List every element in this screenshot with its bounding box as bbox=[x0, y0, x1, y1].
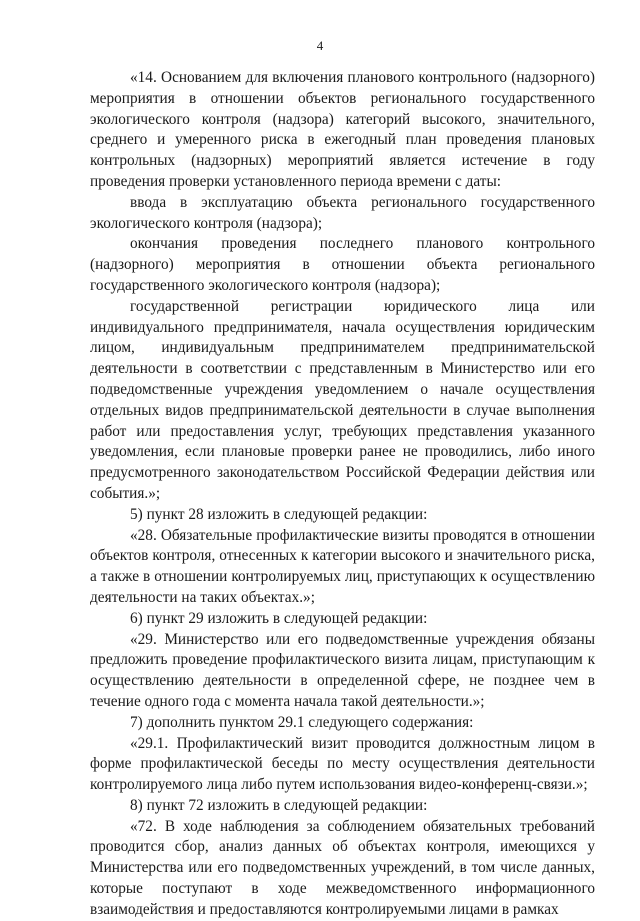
paragraph-amend-29: 6) пункт 29 изложить в следующей редакции: bbox=[130, 609, 428, 627]
paragraph-point-29: «29. Министерство или его подведомственные учреждения обязаны предложить проведение профилактического визита лицам, приступающим к осуществлению деятельности в определенной сфере, не позднее чем в течение одного года с момента начала такой деятельности.»; bbox=[90, 630, 595, 710]
paragraph-state-registration: государственной регистрации юридического лица или индивидуального предпринимателя, начала осуществления юридическим лицом, индивидуальным предпринимателем предпринимательской деятельности в соответствии с представленным в Министерство или его подведомственные учреждения уведомлением о начале осуществления отдельных видов предпринимательской деятельности в случае выполнения работ или предоставления услуг, требующих представления указанного уведомления, если плановые проверки ранее не проводились, либо иного предусмотренного законодательством Российской Федерации действия или события.»; bbox=[90, 297, 595, 502]
paragraph-commissioning: ввода в эксплуатацию объекта регионального государственного экологического контроля (надзора); bbox=[90, 193, 595, 232]
document-body bbox=[90, 68, 595, 921]
paragraph-point-14: «14. Основанием для включения планового контрольного (надзорного) мероприятия в отношении объектов регионального государственного экологического контроля (надзора) категорий высокого, значительного, среднего и умеренного риска в ежегодный план проведения плановых контрольных (надзорных) мероприятий является истечение в году проведения проверки установленного периода времени с даты: bbox=[90, 69, 595, 190]
paragraph-point-29-1: «29.1. Профилактический визит проводится должностным лицом в форме профилактической беседы по месту осуществления деятельности контролируемого лица либо путем использования видео-конференц-связи.»; bbox=[90, 734, 595, 794]
paragraph-amend-72: 8) пункт 72 изложить в следующей редакции: bbox=[130, 796, 428, 814]
paragraph-point-28: «28. Обязательные профилактические визиты проводятся в отношении объектов контроля, отнесенных к категории высокого и значительного риска, а также в отношении контролируемых лиц, приступающих к осуществлению деятельности на таких объектах.»; bbox=[90, 526, 595, 606]
page-number: 4 bbox=[316, 38, 324, 53]
paragraph-amend-29-1: 7) дополнить пунктом 29.1 следующего содержания: bbox=[130, 713, 474, 731]
paragraph-point-72: «72. В ходе наблюдения за соблюдением обязательных требований проводится сбор, анализ данных об объектах контроля, имеющихся у Министерства или его подведомственных учреждений, в том числе данных, которые поступают в ходе межведомственного информационного взаимодействия и предоставляются контролируемыми лицами в рамках bbox=[90, 817, 595, 918]
paragraph-last-inspection: окончания проведения последнего планового контрольного (надзорного) мероприятия в отношении объекта регионального государственного экологического контроля (надзора); bbox=[90, 235, 595, 294]
paragraph-amend-28: 5) пункт 28 изложить в следующей редакции: bbox=[130, 505, 428, 523]
